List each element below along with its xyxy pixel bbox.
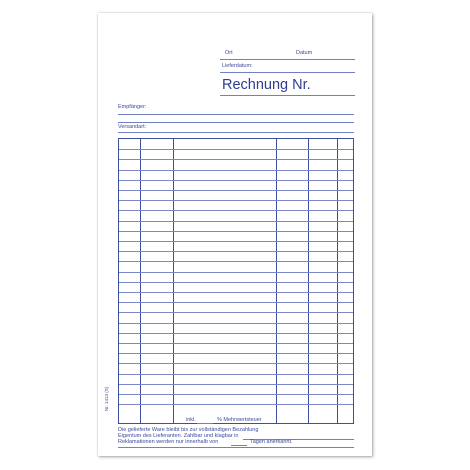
table-row-line xyxy=(119,251,353,252)
invoice-title: Rechnung Nr. xyxy=(222,77,311,93)
lieferdatum-line xyxy=(220,72,355,73)
empfaenger-line-1 xyxy=(118,114,354,115)
table-row-line xyxy=(119,384,353,385)
footer-bottom-line xyxy=(118,447,354,448)
table-row-line xyxy=(119,333,353,334)
table-row-line xyxy=(119,159,353,160)
table-row-line xyxy=(119,231,353,232)
versandart-line xyxy=(118,132,354,133)
table-row-line xyxy=(119,302,353,303)
footer-line-2: Eigentum des Lieferanten. Zahlbar und klagbar in xyxy=(118,433,239,439)
table-row-line xyxy=(119,200,353,201)
invoice-table xyxy=(118,138,354,424)
tax-suffix-label: % Mehrwertsteuer xyxy=(217,417,262,423)
footer-line-1: Die gelieferte Ware bleibt bis zur vollständigen Bezahlung xyxy=(118,427,259,433)
footer-line-3: Reklamationen werden nur innerhalb von xyxy=(118,439,219,445)
datum-label: Datum xyxy=(296,50,313,56)
empfaenger-label: Empfänger: xyxy=(118,104,147,110)
ort-label: Ort xyxy=(225,50,233,56)
table-row-line xyxy=(119,170,353,171)
table-row-line xyxy=(119,210,353,211)
table-row-line xyxy=(119,353,353,354)
table-row-line xyxy=(119,190,353,191)
table-row-line xyxy=(119,241,353,242)
table-row-line xyxy=(119,363,353,364)
footer-days-line xyxy=(231,445,247,446)
table-row-line xyxy=(119,394,353,395)
table-row-line xyxy=(119,323,353,324)
table-row-line xyxy=(119,261,353,262)
table-row-line xyxy=(119,312,353,313)
tax-percent-line xyxy=(197,423,213,424)
lieferdatum-label: Lieferdatum: xyxy=(222,63,253,69)
table-row-line xyxy=(119,272,353,273)
table-row-line xyxy=(119,292,353,293)
table-row-line xyxy=(119,149,353,150)
table-row-line xyxy=(119,343,353,344)
title-line xyxy=(220,95,355,96)
tax-inkl-label: inkl. xyxy=(186,417,196,423)
table-row-line xyxy=(119,221,353,222)
ort-datum-line xyxy=(220,59,355,60)
table-row-line xyxy=(119,180,353,181)
empfaenger-line-2 xyxy=(118,122,354,123)
table-row-line xyxy=(119,282,353,283)
table-row-line xyxy=(119,374,353,375)
versandart-label: Versandart: xyxy=(118,124,147,130)
table-row-line xyxy=(119,404,353,405)
form-number-code: Nr. 1413 (S) xyxy=(104,386,109,411)
invoice-form-sheet xyxy=(98,13,372,456)
footer-tage-label: Tagen anerkannt. xyxy=(250,439,293,445)
